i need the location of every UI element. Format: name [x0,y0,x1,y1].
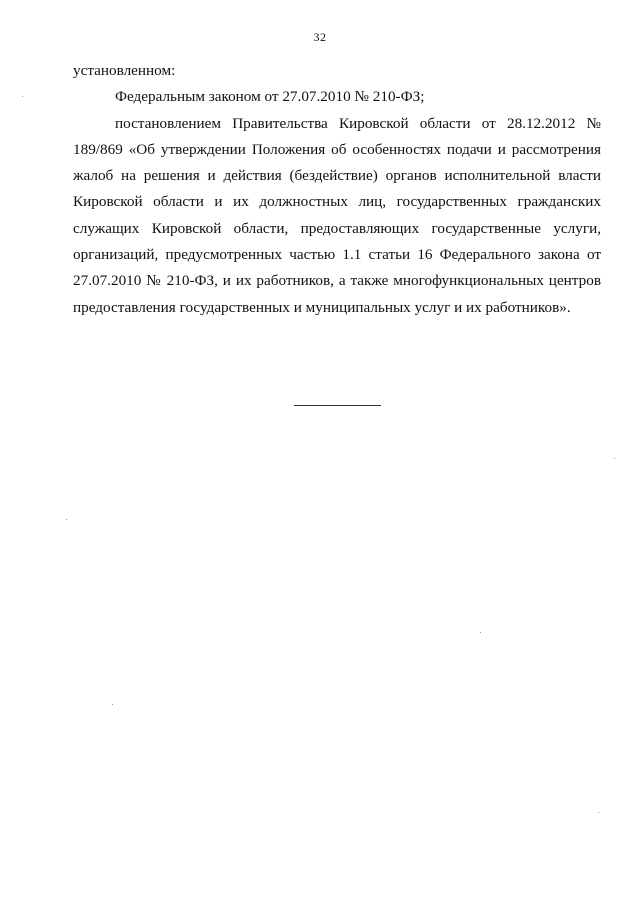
scan-speck [614,458,615,459]
page-number: 32 [313,30,327,44]
scan-speck [480,632,481,633]
document-body [73,58,601,321]
end-divider-line [294,405,381,406]
paragraph-continuation: установленном: [73,62,176,79]
scan-speck [66,519,67,520]
paragraph-federal-law: Федеральным законом от 27.07.2010 № 210-ФЗ; [115,88,425,106]
scan-speck [22,96,23,97]
paragraph-government-resolution: постановлением Правительства Кировской области от 28.12.2012 № 189/869 «Об утверждении Положения об особенностях подачи и рассмотрения жалоб на решения и действия (бездействие) органов исполнительной власти Кировской области и их должностных лиц, государственных гражданских служащих Кировской области, предоставляющих государственные услуги, организаций, предусмотренных частью 1.1 статьи 16 Федерального закона от 27.07.2010 № 210-ФЗ, и их работников, а также многофункциональных центров предоставления государственных и муниципальных услуг и их работников». [73,114,601,316]
scan-speck [598,812,599,813]
scan-speck [112,704,113,705]
